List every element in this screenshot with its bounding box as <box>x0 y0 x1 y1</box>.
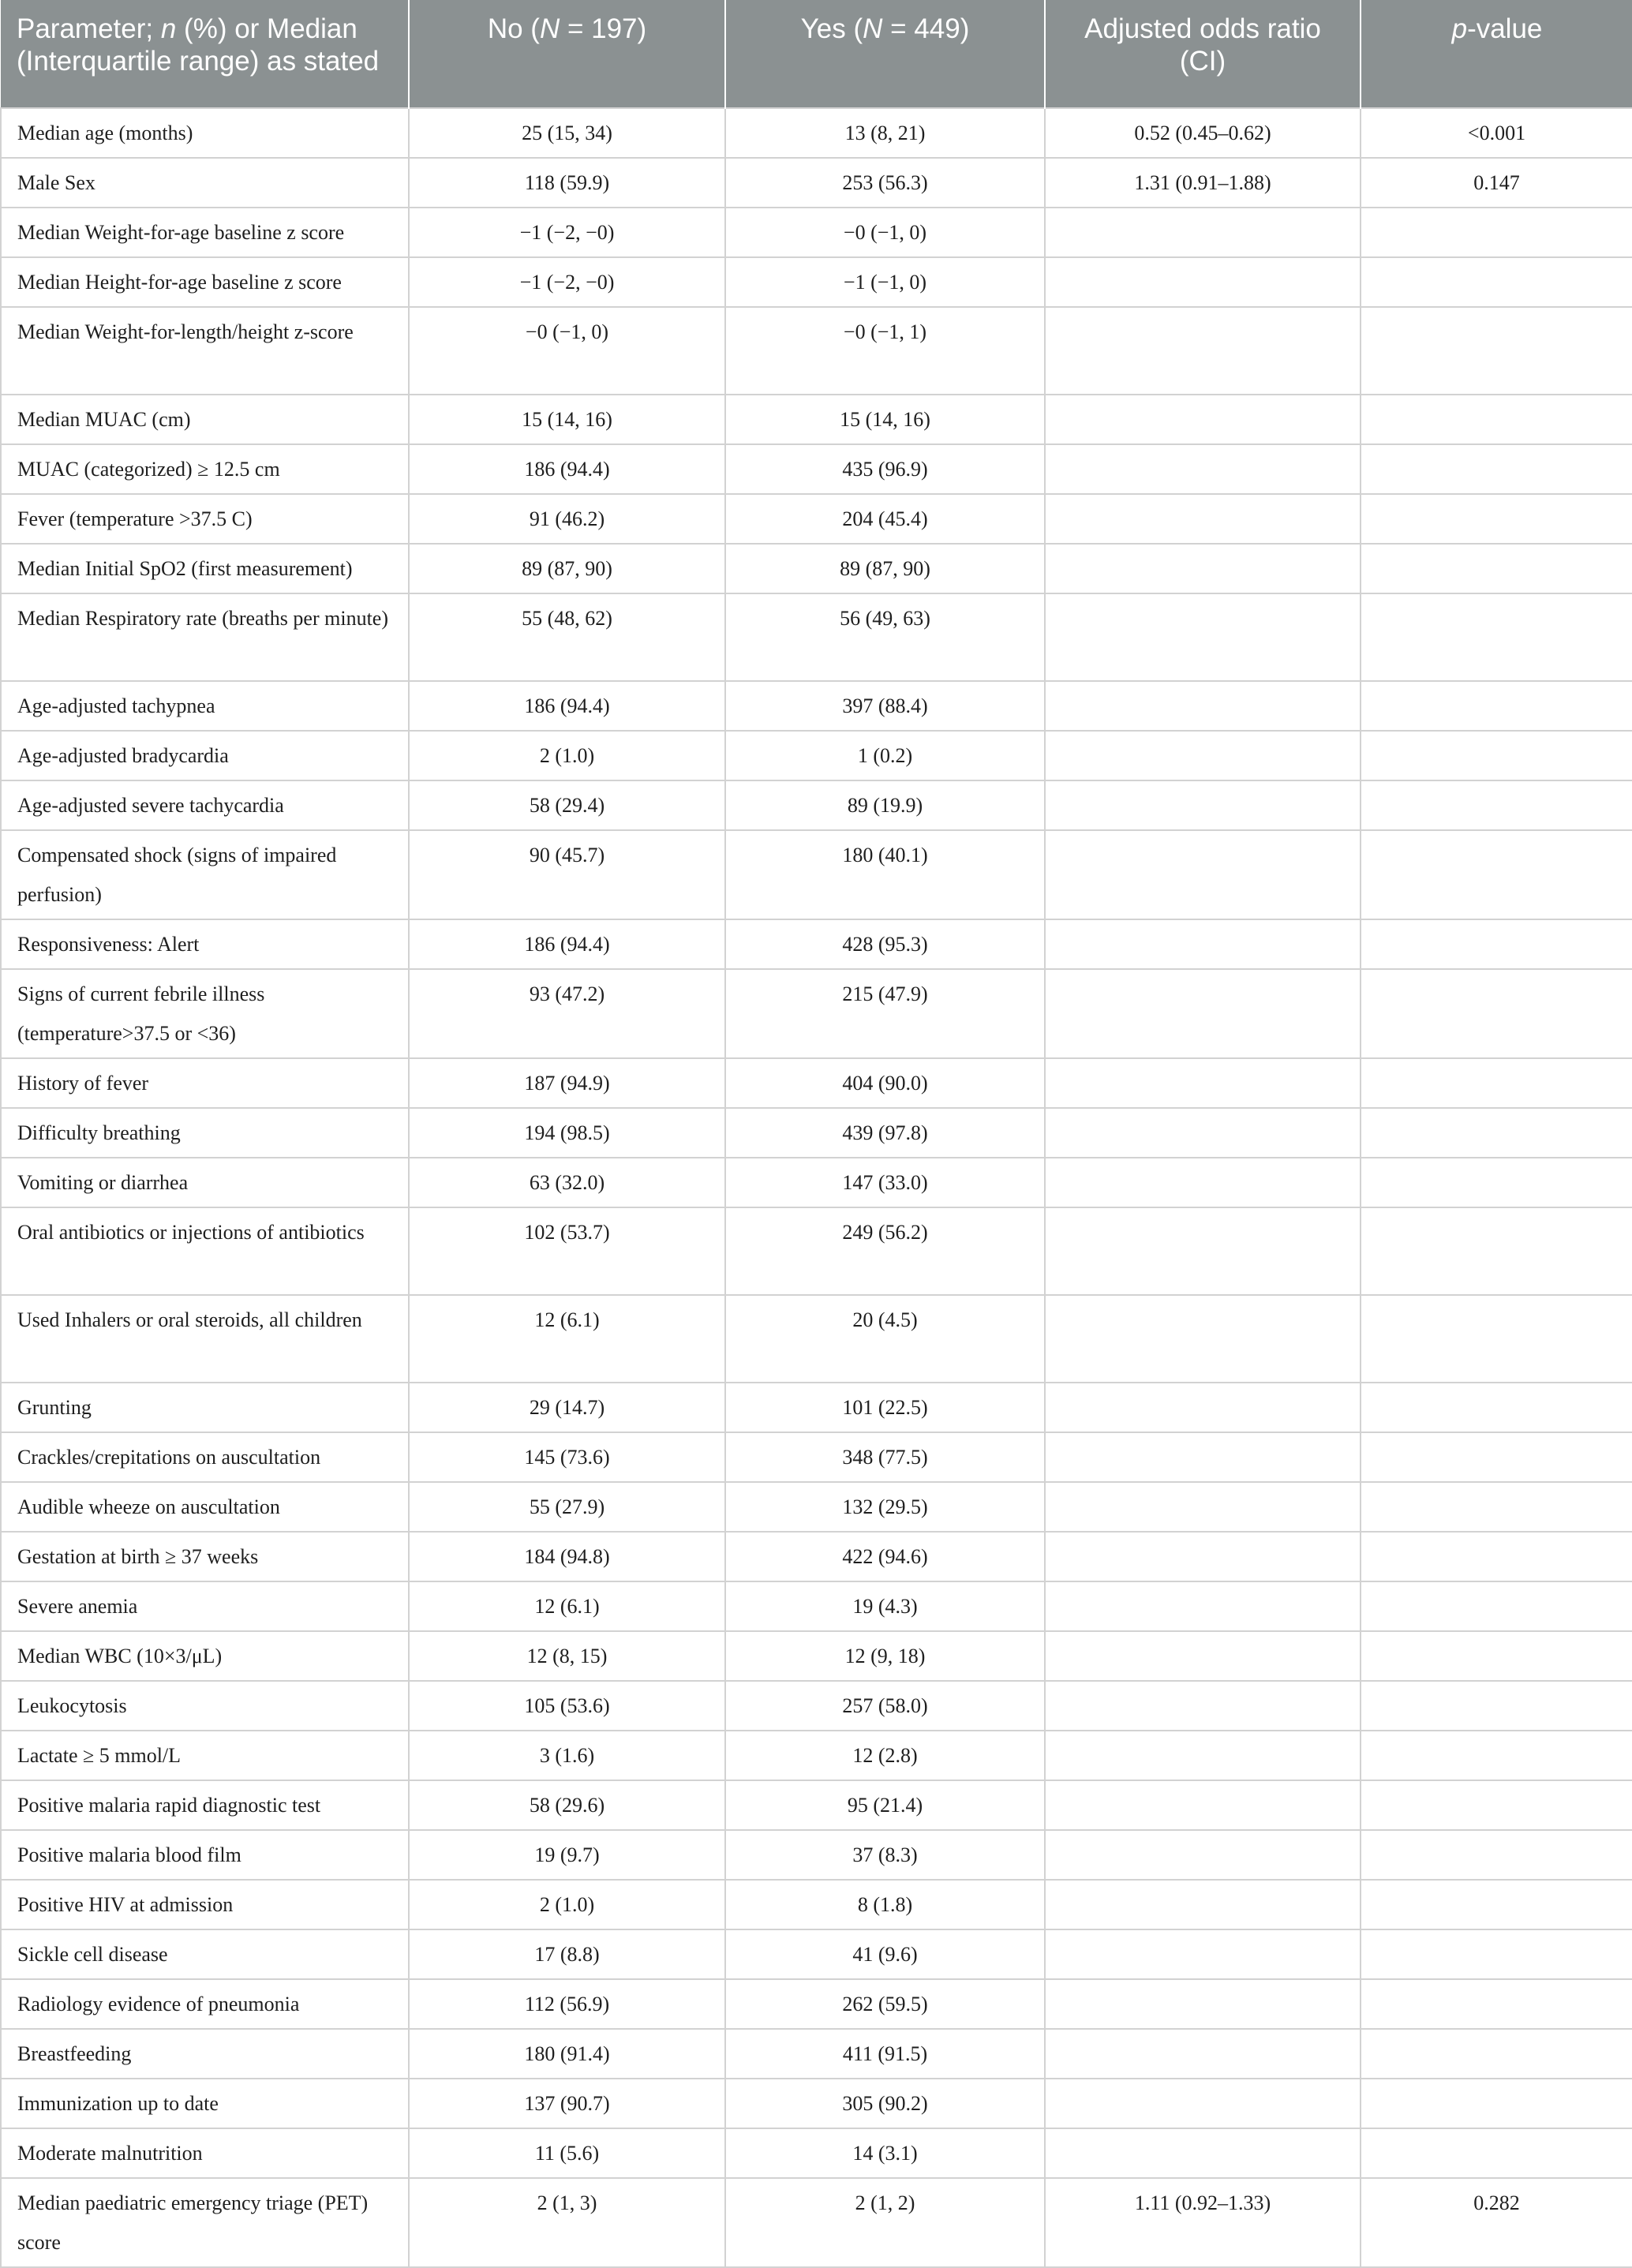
table-row <box>1 1207 1632 1295</box>
table-row <box>1 1158 1632 1207</box>
cell-yes: 439 (97.8) <box>725 1108 1045 1158</box>
cell-parameter: Positive malaria rapid diagnostic test <box>1 1780 409 1830</box>
table-header <box>1 0 1632 108</box>
cell-no: 11 (5.6) <box>409 2128 725 2178</box>
table-row <box>1 2079 1632 2128</box>
cell-no: −0 (−1, 0) <box>409 307 725 395</box>
cell-parameter: Median Initial SpO2 (first measurement) <box>1 544 409 593</box>
cell-p-value <box>1361 593 1632 681</box>
cell-yes: 89 (19.9) <box>725 780 1045 830</box>
cell-yes: 147 (33.0) <box>725 1158 1045 1207</box>
cell-yes: 404 (90.0) <box>725 1058 1045 1108</box>
cell-no: 17 (8.8) <box>409 1929 725 1979</box>
cell-no: −1 (−2, −0) <box>409 257 725 307</box>
cell-adjusted-odds-ratio <box>1045 1681 1361 1731</box>
cell-yes: 435 (96.9) <box>725 444 1045 494</box>
cell-no: 58 (29.6) <box>409 1780 725 1830</box>
cell-parameter: Immunization up to date <box>1 2079 409 2128</box>
cell-p-value <box>1361 1681 1632 1731</box>
cell-p-value <box>1361 2128 1632 2178</box>
cell-p-value <box>1361 1631 1632 1681</box>
header-p-value: p-value <box>1361 0 1632 108</box>
cell-p-value <box>1361 1432 1632 1482</box>
cell-no: 187 (94.9) <box>409 1058 725 1108</box>
cell-yes: 56 (49, 63) <box>725 593 1045 681</box>
cell-parameter: Median WBC (10×3/μL) <box>1 1631 409 1681</box>
table-row <box>1 2029 1632 2079</box>
cell-parameter: Moderate malnutrition <box>1 2128 409 2178</box>
cell-p-value <box>1361 2079 1632 2128</box>
cell-no: 55 (27.9) <box>409 1482 725 1532</box>
cell-p-value <box>1361 2029 1632 2079</box>
cell-yes: 95 (21.4) <box>725 1780 1045 1830</box>
cell-parameter: Sickle cell disease <box>1 1929 409 1979</box>
table-row <box>1 593 1632 681</box>
cell-adjusted-odds-ratio <box>1045 1929 1361 1979</box>
table-row <box>1 2128 1632 2178</box>
cell-p-value <box>1361 919 1632 969</box>
table-row <box>1 1482 1632 1532</box>
cell-yes: 101 (22.5) <box>725 1383 1045 1432</box>
cell-parameter: Signs of current febrile illness (temperature>37.5 or <36) <box>1 969 409 1058</box>
cell-no: 25 (15, 34) <box>409 108 725 158</box>
cell-parameter: Gestation at birth ≥ 37 weeks <box>1 1532 409 1581</box>
table-row <box>1 108 1632 158</box>
cell-parameter: Grunting <box>1 1383 409 1432</box>
cell-adjusted-odds-ratio <box>1045 1979 1361 2029</box>
cell-adjusted-odds-ratio <box>1045 780 1361 830</box>
cell-no: 102 (53.7) <box>409 1207 725 1295</box>
cell-no: 55 (48, 62) <box>409 593 725 681</box>
table-row <box>1 1830 1632 1880</box>
cell-p-value <box>1361 208 1632 257</box>
cell-parameter: Age-adjusted bradycardia <box>1 731 409 780</box>
cell-yes: 37 (8.3) <box>725 1830 1045 1880</box>
table-row <box>1 1880 1632 1929</box>
cell-adjusted-odds-ratio <box>1045 1432 1361 1482</box>
cell-p-value <box>1361 307 1632 395</box>
cell-yes: 397 (88.4) <box>725 681 1045 731</box>
cell-p-value <box>1361 1482 1632 1532</box>
cell-yes: −1 (−1, 0) <box>725 257 1045 307</box>
cell-parameter: Age-adjusted tachypnea <box>1 681 409 731</box>
table-row <box>1 1780 1632 1830</box>
cell-no: 90 (45.7) <box>409 830 725 919</box>
table-row <box>1 208 1632 257</box>
cell-yes: 249 (56.2) <box>725 1207 1045 1295</box>
cell-parameter: Radiology evidence of pneumonia <box>1 1979 409 2029</box>
cell-no: 3 (1.6) <box>409 1731 725 1780</box>
cell-adjusted-odds-ratio <box>1045 969 1361 1058</box>
cell-adjusted-odds-ratio <box>1045 1295 1361 1383</box>
cell-no: 2 (1.0) <box>409 1880 725 1929</box>
cell-p-value <box>1361 1058 1632 1108</box>
cell-parameter: Vomiting or diarrhea <box>1 1158 409 1207</box>
cell-parameter: Fever (temperature >37.5 C) <box>1 494 409 544</box>
header-no: No (N = 197) <box>409 0 725 108</box>
cell-yes: 422 (94.6) <box>725 1532 1045 1581</box>
cell-parameter: Difficulty breathing <box>1 1108 409 1158</box>
cell-adjusted-odds-ratio <box>1045 830 1361 919</box>
cell-adjusted-odds-ratio <box>1045 494 1361 544</box>
cell-parameter: Median Respiratory rate (breaths per minute) <box>1 593 409 681</box>
cell-yes: 253 (56.3) <box>725 158 1045 208</box>
cell-parameter: Lactate ≥ 5 mmol/L <box>1 1731 409 1780</box>
table-row <box>1 1929 1632 1979</box>
cell-parameter: Positive HIV at admission <box>1 1880 409 1929</box>
table-row <box>1 1581 1632 1631</box>
cell-adjusted-odds-ratio <box>1045 544 1361 593</box>
cell-p-value <box>1361 1830 1632 1880</box>
cell-parameter: Compensated shock (signs of impaired perfusion) <box>1 830 409 919</box>
cell-p-value <box>1361 1383 1632 1432</box>
cell-parameter: Median paediatric emergency triage (PET) score <box>1 2178 409 2267</box>
cell-parameter: Breastfeeding <box>1 2029 409 2079</box>
cell-no: 145 (73.6) <box>409 1432 725 1482</box>
table-row <box>1 1979 1632 2029</box>
cell-yes: 2 (1, 2) <box>725 2178 1045 2267</box>
cell-yes: 262 (59.5) <box>725 1979 1045 2029</box>
cell-adjusted-odds-ratio <box>1045 1158 1361 1207</box>
table-row <box>1 444 1632 494</box>
cell-adjusted-odds-ratio <box>1045 681 1361 731</box>
cell-adjusted-odds-ratio <box>1045 444 1361 494</box>
cell-parameter: History of fever <box>1 1058 409 1108</box>
cell-parameter: Median Height-for-age baseline z score <box>1 257 409 307</box>
cell-parameter: Male Sex <box>1 158 409 208</box>
cell-yes: 20 (4.5) <box>725 1295 1045 1383</box>
cell-no: 29 (14.7) <box>409 1383 725 1432</box>
cell-p-value: 0.147 <box>1361 158 1632 208</box>
cell-p-value <box>1361 1295 1632 1383</box>
cell-p-value <box>1361 1581 1632 1631</box>
cell-yes: 257 (58.0) <box>725 1681 1045 1731</box>
cell-p-value <box>1361 1207 1632 1295</box>
table-row <box>1 1731 1632 1780</box>
cell-p-value <box>1361 1979 1632 2029</box>
cell-p-value <box>1361 681 1632 731</box>
cell-yes: 305 (90.2) <box>725 2079 1045 2128</box>
cell-no: 12 (8, 15) <box>409 1631 725 1681</box>
table-row <box>1 1295 1632 1383</box>
cell-p-value: 0.282 <box>1361 2178 1632 2267</box>
cell-yes: 14 (3.1) <box>725 2128 1045 2178</box>
cell-no: 91 (46.2) <box>409 494 725 544</box>
cell-no: 186 (94.4) <box>409 444 725 494</box>
cell-no: 186 (94.4) <box>409 681 725 731</box>
table-row <box>1 395 1632 444</box>
cell-adjusted-odds-ratio <box>1045 1880 1361 1929</box>
cell-parameter: Crackles/crepitations on auscultation <box>1 1432 409 1482</box>
table-row <box>1 257 1632 307</box>
cell-parameter: Positive malaria blood film <box>1 1830 409 1880</box>
cell-p-value <box>1361 780 1632 830</box>
cell-p-value <box>1361 1780 1632 1830</box>
cell-no: 137 (90.7) <box>409 2079 725 2128</box>
cell-parameter: Median Weight-for-age baseline z score <box>1 208 409 257</box>
cell-parameter: Responsiveness: Alert <box>1 919 409 969</box>
cell-adjusted-odds-ratio <box>1045 1207 1361 1295</box>
cell-parameter: Leukocytosis <box>1 1681 409 1731</box>
cell-yes: 12 (2.8) <box>725 1731 1045 1780</box>
cell-adjusted-odds-ratio <box>1045 2128 1361 2178</box>
cell-adjusted-odds-ratio <box>1045 208 1361 257</box>
cell-adjusted-odds-ratio <box>1045 2029 1361 2079</box>
cell-adjusted-odds-ratio <box>1045 1482 1361 1532</box>
header-yes: Yes (N = 449) <box>725 0 1045 108</box>
cell-adjusted-odds-ratio: 1.11 (0.92–1.33) <box>1045 2178 1361 2267</box>
cell-yes: 13 (8, 21) <box>725 108 1045 158</box>
cell-p-value <box>1361 444 1632 494</box>
cell-p-value: <0.001 <box>1361 108 1632 158</box>
table-row <box>1 1108 1632 1158</box>
cell-adjusted-odds-ratio <box>1045 2079 1361 2128</box>
table-row <box>1 969 1632 1058</box>
cell-adjusted-odds-ratio <box>1045 731 1361 780</box>
cell-yes: 8 (1.8) <box>725 1880 1045 1929</box>
cell-no: 184 (94.8) <box>409 1532 725 1581</box>
cell-parameter: Age-adjusted severe tachycardia <box>1 780 409 830</box>
cell-yes: 19 (4.3) <box>725 1581 1045 1631</box>
table-body <box>1 108 1632 2267</box>
cell-adjusted-odds-ratio: 1.31 (0.91–1.88) <box>1045 158 1361 208</box>
cell-adjusted-odds-ratio <box>1045 919 1361 969</box>
cell-no: 93 (47.2) <box>409 969 725 1058</box>
cell-no: 58 (29.4) <box>409 780 725 830</box>
cell-adjusted-odds-ratio <box>1045 1108 1361 1158</box>
table-row <box>1 1058 1632 1108</box>
header-adjusted-odds-ratio: Adjusted odds ratio (CI) <box>1045 0 1361 108</box>
cell-yes: 41 (9.6) <box>725 1929 1045 1979</box>
table-row <box>1 1681 1632 1731</box>
cell-adjusted-odds-ratio <box>1045 257 1361 307</box>
cell-yes: 180 (40.1) <box>725 830 1045 919</box>
cell-p-value <box>1361 969 1632 1058</box>
cell-parameter: MUAC (categorized) ≥ 12.5 cm <box>1 444 409 494</box>
cell-yes: 132 (29.5) <box>725 1482 1045 1532</box>
cell-p-value <box>1361 830 1632 919</box>
cell-no: 12 (6.1) <box>409 1581 725 1631</box>
cell-adjusted-odds-ratio <box>1045 1581 1361 1631</box>
cell-yes: 89 (87, 90) <box>725 544 1045 593</box>
cell-yes: 428 (95.3) <box>725 919 1045 969</box>
cell-yes: 215 (47.9) <box>725 969 1045 1058</box>
table-row <box>1 307 1632 395</box>
cell-p-value <box>1361 1731 1632 1780</box>
cell-p-value <box>1361 544 1632 593</box>
cell-yes: 1 (0.2) <box>725 731 1045 780</box>
table-row <box>1 2178 1632 2267</box>
cell-parameter: Median Weight-for-length/height z-score <box>1 307 409 395</box>
cell-no: 118 (59.9) <box>409 158 725 208</box>
table-row <box>1 681 1632 731</box>
cell-no: −1 (−2, −0) <box>409 208 725 257</box>
cell-parameter: Median age (months) <box>1 108 409 158</box>
table-row <box>1 1532 1632 1581</box>
cell-no: 180 (91.4) <box>409 2029 725 2079</box>
cell-yes: 204 (45.4) <box>725 494 1045 544</box>
cell-parameter: Severe anemia <box>1 1581 409 1631</box>
table-row <box>1 919 1632 969</box>
cell-adjusted-odds-ratio <box>1045 1731 1361 1780</box>
cell-no: 2 (1.0) <box>409 731 725 780</box>
cell-p-value <box>1361 731 1632 780</box>
cell-no: 89 (87, 90) <box>409 544 725 593</box>
cell-no: 15 (14, 16) <box>409 395 725 444</box>
cell-yes: 411 (91.5) <box>725 2029 1045 2079</box>
cell-yes: 12 (9, 18) <box>725 1631 1045 1681</box>
cell-parameter: Audible wheeze on auscultation <box>1 1482 409 1532</box>
cell-adjusted-odds-ratio <box>1045 395 1361 444</box>
cell-p-value <box>1361 1108 1632 1158</box>
table-row <box>1 1432 1632 1482</box>
cell-yes: 15 (14, 16) <box>725 395 1045 444</box>
cell-adjusted-odds-ratio <box>1045 1631 1361 1681</box>
cell-adjusted-odds-ratio <box>1045 307 1361 395</box>
table-row <box>1 830 1632 919</box>
cell-yes: −0 (−1, 0) <box>725 208 1045 257</box>
cell-p-value <box>1361 395 1632 444</box>
header-row <box>1 0 1632 108</box>
cell-adjusted-odds-ratio <box>1045 1780 1361 1830</box>
cell-no: 63 (32.0) <box>409 1158 725 1207</box>
table-row <box>1 494 1632 544</box>
table-row <box>1 544 1632 593</box>
cell-p-value <box>1361 1929 1632 1979</box>
table-row <box>1 158 1632 208</box>
cell-no: 112 (56.9) <box>409 1979 725 2029</box>
cell-p-value <box>1361 1880 1632 1929</box>
header-parameter: Parameter; n (%) or Median (Interquartile range) as stated <box>1 0 409 108</box>
cell-parameter: Used Inhalers or oral steroids, all children <box>1 1295 409 1383</box>
table-row <box>1 780 1632 830</box>
cell-yes: −0 (−1, 1) <box>725 307 1045 395</box>
table-row <box>1 731 1632 780</box>
cell-no: 186 (94.4) <box>409 919 725 969</box>
table-row <box>1 1631 1632 1681</box>
cell-adjusted-odds-ratio: 0.52 (0.45–0.62) <box>1045 108 1361 158</box>
cell-adjusted-odds-ratio <box>1045 1532 1361 1581</box>
cell-no: 19 (9.7) <box>409 1830 725 1880</box>
cell-no: 194 (98.5) <box>409 1108 725 1158</box>
table-row <box>1 1383 1632 1432</box>
cell-adjusted-odds-ratio <box>1045 1383 1361 1432</box>
cell-parameter: Oral antibiotics or injections of antibiotics <box>1 1207 409 1295</box>
cell-p-value <box>1361 1532 1632 1581</box>
cell-yes: 348 (77.5) <box>725 1432 1045 1482</box>
cell-adjusted-odds-ratio <box>1045 1058 1361 1108</box>
cell-no: 105 (53.6) <box>409 1681 725 1731</box>
cell-p-value <box>1361 494 1632 544</box>
cell-no: 2 (1, 3) <box>409 2178 725 2267</box>
cell-adjusted-odds-ratio <box>1045 593 1361 681</box>
cell-adjusted-odds-ratio <box>1045 1830 1361 1880</box>
cell-p-value <box>1361 257 1632 307</box>
cell-no: 12 (6.1) <box>409 1295 725 1383</box>
cell-parameter: Median MUAC (cm) <box>1 395 409 444</box>
cell-p-value <box>1361 1158 1632 1207</box>
